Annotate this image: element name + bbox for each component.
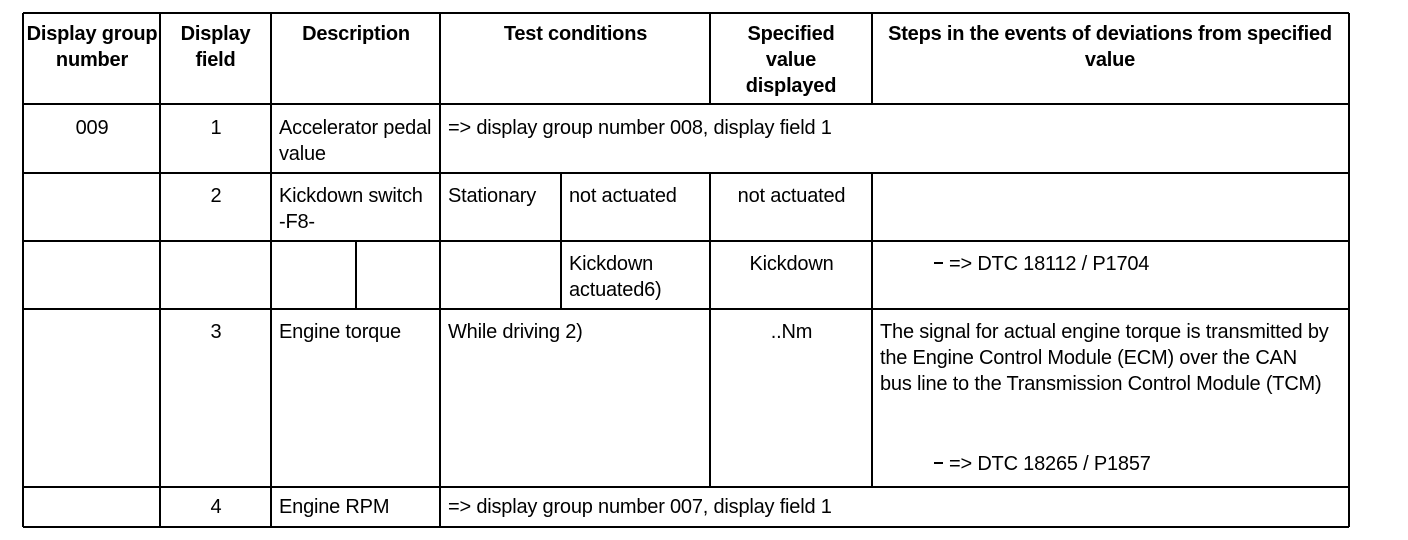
row4-steps: The signal for actual engine torque is transmitted by the Engine Control Module (ECM) over the CAN bus line to the Transmission Control Module (TCM)	[880, 321, 1329, 395]
row1-group-number: 009	[75, 117, 109, 139]
row1-field: 1	[210, 117, 222, 139]
row2-specified-value: not actuated	[737, 185, 846, 207]
dash-marker	[934, 462, 943, 464]
header-test-conditions: Test conditions	[503, 23, 648, 45]
row3-steps: => DTC 18112 / P1704	[949, 253, 1150, 275]
header-display-field: Display field	[180, 23, 251, 71]
row4-specified-value: ..Nm	[770, 321, 813, 343]
row5-field: 4	[210, 496, 222, 518]
header-specified-value: Specified value displayed	[745, 23, 837, 97]
row5-test-conditions: => display group number 007, display field 1	[448, 496, 832, 518]
header-display-group-number: Display group number	[26, 23, 158, 71]
row4-description: Engine torque	[279, 321, 401, 343]
row3-specified-value: Kickdown	[749, 253, 834, 275]
row4-test-conditions: While driving 2)	[448, 321, 583, 343]
row5-description: Engine RPM	[279, 496, 390, 518]
row2-condition: Stationary	[448, 185, 537, 207]
dash-marker	[934, 262, 943, 264]
row1-test-conditions: => display group number 008, display field 1	[448, 117, 832, 139]
row4-dtc: => DTC 18265 / P1857	[949, 453, 1151, 475]
row2-action: not actuated	[569, 185, 677, 207]
header-steps: Steps in the events of deviations from specified value	[888, 23, 1332, 71]
row1-description: Accelerator pedal value	[279, 117, 432, 165]
row2-field: 2	[210, 185, 222, 207]
row3-action: Kickdown actuated6)	[569, 253, 662, 301]
row4-field: 3	[210, 321, 222, 343]
header-description: Description	[302, 23, 410, 45]
row2-description: Kickdown switch -F8-	[279, 185, 423, 233]
